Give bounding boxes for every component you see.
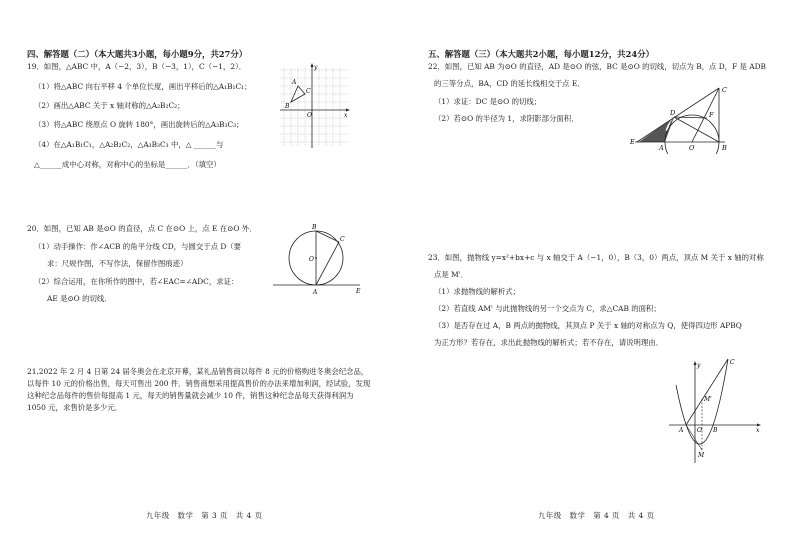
exam-page-4 — [397, 0, 794, 550]
q22-point-b-label: B — [722, 144, 727, 152]
q23-origin-label: O — [697, 427, 702, 434]
q20-part2-line1: （2）综合运用，在你所作的图中，若∠EAC=∠ADC，求证： — [34, 277, 239, 286]
q22-center-o-label: O — [689, 144, 695, 152]
q19-x-axis-label: x — [344, 112, 348, 119]
q23-y-axis-label: y — [697, 362, 701, 369]
q23-point-c-label: C — [730, 359, 735, 366]
q19-stem: 19．如图，△ABC 中，A（−2，3），B（−3，1），C（−1，2）． — [27, 62, 247, 71]
q22-tangent-figure — [629, 82, 769, 154]
page-footer-3: 九年级 数学 第 3 页 共 4 页 — [146, 511, 263, 520]
q20-part1-line2: 求：尺规作图，不写作法，保留作图痕迹） — [47, 259, 188, 268]
q20-circle-figure — [270, 220, 370, 300]
q22-line2: 的三等分点，BA，CD 的延长线相交于点 E． — [434, 79, 585, 88]
q23-part3-line1: （3）是否存在过 A，B 两点的抛物线，其顶点 P 关于 x 轴的对称点为 Q，使得四边形 APBQ — [434, 321, 742, 330]
q19-y-axis-label: y — [314, 64, 318, 71]
q19-part2: （2）画出△ABC 关于 x 轴对称的△A₂B₂C₂； — [34, 101, 185, 110]
q22-line1: 22．如图，已知 AB 为⊙O 的直径，AD 是⊙O 的弦，BC 是⊙O 的切线，切点为 B，点 D，F 是 ADB — [428, 62, 766, 71]
section-title-five: 五、解答题（三）（本大题共2小题，每小题12分，共24分） — [428, 49, 654, 59]
q19-point-b-label: B — [285, 103, 290, 110]
q20-stem: 20．如图，已知 AB 是⊙O 的直径，点 C 在⊙O 上，点 E 在⊙O 外． — [27, 224, 257, 233]
q23-vertex-m-label: M — [698, 452, 705, 459]
q23-point-b-label: B — [713, 427, 718, 434]
q23-line2: 点是 M'． — [434, 270, 469, 279]
q22-part1: （1）求证：DC 是⊙O 的切线； — [434, 97, 542, 106]
q20-point-b-label: B — [312, 224, 317, 231]
q20-part2-line2: AE 是⊙O 的切线． — [47, 294, 112, 303]
q23-parabola-figure — [667, 355, 767, 465]
q20-point-a-label: A — [313, 289, 318, 296]
q19-part4-line1: （4）在△A₁B₁C₁，△A₂B₂C₂，△A₃B₃C₃ 中，△ ______与 — [34, 140, 224, 149]
q23-part3-line2: 为正方形？若存在，求出此抛物线的解析式；若不存在，请说明理由． — [434, 338, 664, 347]
q20-center-o-label: O — [309, 256, 314, 263]
q23-point-mprime-label: M' — [704, 396, 712, 403]
page-footer-4: 九年级 数学 第 4 页 共 4 页 — [538, 511, 655, 520]
q19-part4-line2: △______成中心对称，对称中心的坐标是______．（填空） — [34, 160, 221, 169]
q19-point-a-label: A — [292, 79, 297, 86]
q22-point-d-label: D — [670, 109, 676, 117]
q23-point-a-label: A — [679, 427, 684, 434]
q20-point-c-label: C — [340, 236, 345, 243]
q20-point-e-label: E — [356, 288, 361, 295]
q23-part2: （2）若直线 AM' 与此抛物线的另一个交点为 C，求△CAB 的面积； — [434, 304, 661, 313]
q20-part1-line1: （1）动手操作：作∠ACB 的角平分线 CD，与圆交于点 D（要 — [34, 242, 242, 251]
q19-part3: （3）将△ABC 绕原点 O 旋转 180°，画出旋转后的△A₃B₃C₃； — [34, 120, 244, 129]
q22-point-f-label: F — [709, 111, 714, 119]
q19-origin-label: O — [307, 112, 312, 119]
section-title-four: 四、解答题（二）（本大题共3小题，每小题9分，共27分） — [27, 49, 248, 59]
q23-part1: （1）求抛物线的解析式； — [434, 287, 521, 296]
q22-point-a-label: A — [659, 144, 664, 152]
q19-coordinate-grid-figure — [278, 62, 350, 150]
q22-point-c-label: C — [722, 86, 727, 94]
q19-point-c-label: C — [306, 88, 311, 95]
q22-part2: （2）若⊙O 的半径为 1，求阴影部分面积． — [434, 114, 579, 123]
q21-text: 21.2022 年 2 月 4 日第 24 届冬奥会在北京开幕，某礼品销售商以每件 8 元的价格购进冬奥会纪念品，以每件 10 元的价格出售，每天可售出 200 件．销售商想采用提高售价的办法来增加利润，经试验，发现这种纪念品每件的售价每提高 1 元，每天的销售量就会减少 10 件，销售这种纪念品每天获得利润为 1050 元，求售价是多少元． — [27, 367, 371, 412]
q22-point-e-label: E — [630, 138, 635, 146]
q23-x-axis-label: x — [756, 427, 760, 434]
q23-line1: 23．如图，抛物线 y=x²+bx+c 与 x 轴交于 A（−1，0），B（3，0）两点，顶点 M 关于 x 轴的对称 — [428, 253, 764, 262]
q19-part1: （1）将△ABC 向右平移 4 个单位长度，画出平移后的△A₁B₁C₁； — [34, 82, 252, 91]
